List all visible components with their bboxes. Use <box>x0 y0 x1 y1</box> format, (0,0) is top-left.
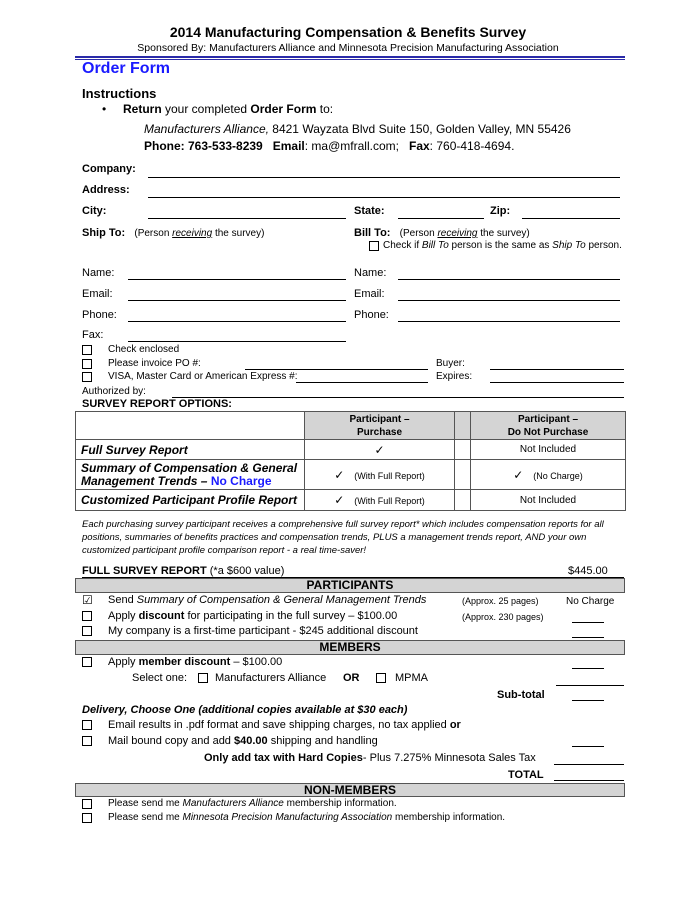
email-results-checkbox[interactable] <box>82 720 92 730</box>
sponsor-line: Sponsored By: Manufacturers Alliance and Minnesota Precision Manufacturing Association <box>137 42 559 54</box>
same-as-ship-label: Check if Bill To person is the same as Ship To person. <box>383 240 622 251</box>
options-blank-header <box>76 412 305 440</box>
ma-label: Manufacturers Alliance <box>215 672 327 684</box>
tax-amount-field[interactable] <box>554 764 624 765</box>
col-nopurchase-header: Participant – Do Not Purchase <box>471 412 626 440</box>
options-note: Each purchasing survey participant receives a comprehensive full survey report* which includes compensation reports for all positions, summaries of benefits practices and compensation trends, PLUS a management trends report, AND your own customized participant profile comparison report - a real time-saver! <box>82 519 604 556</box>
subtotal-field[interactable] <box>572 700 604 701</box>
check-enclosed-label: Check enclosed <box>108 344 180 355</box>
address-rest: 8421 Wayzata Blvd Suite 150, Golden Valley, MN 55426 <box>268 122 571 136</box>
fax-value: : 760-418-4694. <box>429 139 515 153</box>
address-org: Manufacturers Alliance, <box>144 122 269 136</box>
fax-field[interactable] <box>128 341 346 342</box>
tax-line: Only add tax with Hard Copies- Plus 7.275% Minnesota Sales Tax <box>204 752 536 764</box>
col-spacer <box>455 412 471 440</box>
state-label: State: <box>354 205 385 217</box>
card-number-field[interactable] <box>296 382 428 383</box>
mpma-info-line: Please send me Minnesota Precision Manufacturing Association membership information. <box>108 812 506 823</box>
summary-option: Summary of Compensation & General Management Trends – No Charge <box>76 460 305 490</box>
participants-bar: PARTICIPANTS <box>75 578 625 593</box>
company-field[interactable] <box>148 177 620 178</box>
table-row <box>76 490 626 511</box>
member-subtotal-rule <box>556 685 624 686</box>
summary-checked-box[interactable]: ☑ <box>82 593 93 607</box>
spacer-cell <box>455 460 471 490</box>
order-form-bold: Order Form <box>250 102 317 116</box>
ship-to-heading <box>82 227 264 239</box>
city-label: City: <box>82 205 107 217</box>
subtotal-label: Sub-total <box>497 689 545 701</box>
invoice-label: Please invoice PO #: <box>108 358 201 369</box>
expires-field[interactable] <box>490 382 624 383</box>
authorized-field[interactable] <box>172 397 624 398</box>
credit-card-checkbox[interactable] <box>82 372 92 382</box>
invoice-checkbox[interactable] <box>82 359 92 369</box>
total-label: TOTAL <box>508 769 544 781</box>
state-field[interactable] <box>398 218 484 219</box>
email-label: Email <box>272 139 305 153</box>
ship-to-note: (Person receiving the survey) <box>134 228 265 239</box>
first-time-checkbox[interactable] <box>82 626 92 636</box>
ship-to-label: Ship To: <box>82 227 126 239</box>
profile-purchase: ✓ (With Full Report) <box>305 490 455 511</box>
table-row <box>76 440 626 460</box>
bill-name-field[interactable] <box>398 279 620 280</box>
mail-copy-checkbox[interactable] <box>82 736 92 746</box>
authorized-label: Authorized by: <box>82 386 146 397</box>
instructions-heading: Instructions <box>82 86 157 101</box>
email-value: : ma@mfrall.com; <box>304 139 399 153</box>
select-one-label: Select one: <box>132 672 188 684</box>
bill-phone-label: Phone: <box>354 309 389 321</box>
return-instruction <box>123 102 333 116</box>
city-field[interactable] <box>148 218 346 219</box>
expires-label: Expires: <box>436 371 473 382</box>
order-form-title: Order Form <box>82 60 171 77</box>
contact-line <box>144 139 514 153</box>
or-label: OR <box>343 672 360 684</box>
send-summary-line: Send Summary of Compensation & General Management Trends <box>108 594 427 606</box>
full-report-purchase-check: ✓ <box>305 440 455 460</box>
col-purchase-header: Participant – Purchase <box>305 412 455 440</box>
summary-nopurchase: ✓ (No Charge) <box>471 460 626 490</box>
bill-phone-field[interactable] <box>398 321 620 322</box>
participant-discount-line: Apply discount for participating in the full survey – $100.00 <box>108 610 398 622</box>
ship-phone-label: Phone: <box>82 309 117 321</box>
ma-info-line: Please send me Manufacturers Alliance membership information. <box>108 798 397 809</box>
nonmembers-bar: NON-MEMBERS <box>75 783 625 797</box>
return-bold: Return <box>123 102 162 116</box>
bill-email-field[interactable] <box>398 300 620 301</box>
ma-info-checkbox[interactable] <box>82 799 92 809</box>
no-charge-label: No Charge <box>566 596 615 607</box>
buyer-label: Buyer: <box>436 358 465 369</box>
buyer-field[interactable] <box>490 369 624 370</box>
phone-contact: Phone: 763-533-8239 <box>144 139 263 153</box>
ship-name-field[interactable] <box>128 279 346 280</box>
return-text: your completed <box>161 102 251 116</box>
full-report-line: FULL SURVEY REPORT (*a $600 value) <box>82 565 285 577</box>
approx-25: (Approx. 25 pages) <box>462 596 539 606</box>
full-report-option: Full Survey Report <box>76 440 305 460</box>
mpma-checkbox[interactable] <box>376 673 386 683</box>
full-report-price: $445.00 <box>568 565 608 577</box>
discount-amount-field[interactable] <box>572 622 604 623</box>
member-discount-checkbox[interactable] <box>82 657 92 667</box>
spacer-cell <box>455 440 471 460</box>
spacer-cell <box>455 490 471 511</box>
bill-to-label: Bill To: <box>354 227 391 239</box>
email-results-line: Email results in .pdf format and save shipping charges, no tax applied or <box>108 719 461 731</box>
table-row <box>76 460 626 490</box>
shipping-amount-field[interactable] <box>572 746 604 747</box>
full-report-nopurchase: Not Included <box>471 440 626 460</box>
bullet: • <box>102 102 107 116</box>
approx-230: (Approx. 230 pages) <box>462 612 544 622</box>
member-discount-amount[interactable] <box>572 668 604 669</box>
address-label: Address: <box>82 184 130 196</box>
credit-card-label: VISA, Master Card or American Express #: <box>108 371 298 382</box>
same-as-ship-checkbox[interactable] <box>369 241 379 251</box>
mpma-info-checkbox[interactable] <box>82 813 92 823</box>
mail-address <box>144 122 571 136</box>
profile-nopurchase: Not Included <box>471 490 626 511</box>
ship-name-label: Name: <box>82 267 115 279</box>
options-header-row <box>76 412 626 440</box>
first-time-line: My company is a first-time participant - $245 additional discount <box>108 625 418 637</box>
ship-phone-field[interactable] <box>128 321 346 322</box>
document-title: 2014 Manufacturing Compensation & Benefits Survey <box>169 24 527 40</box>
bill-name-label: Name: <box>354 267 387 279</box>
bill-to-heading <box>354 227 530 239</box>
check-enclosed-checkbox[interactable] <box>82 345 92 355</box>
company-label: Company: <box>82 163 136 175</box>
member-discount-line: Apply member discount – $100.00 <box>108 656 283 668</box>
first-time-amount-field[interactable] <box>572 637 604 638</box>
ma-checkbox[interactable] <box>198 673 208 683</box>
ship-email-field[interactable] <box>128 300 346 301</box>
to-text: to: <box>316 102 334 116</box>
mail-copy-line: Mail bound copy and add $40.00 shipping and handling <box>108 735 378 747</box>
members-bar: MEMBERS <box>75 640 625 655</box>
zip-field[interactable] <box>522 218 620 219</box>
profile-option: Customized Participant Profile Report <box>76 490 305 511</box>
delivery-heading: Delivery, Choose One (additional copies available at $30 each) <box>82 704 408 716</box>
participant-discount-checkbox[interactable] <box>82 611 92 621</box>
po-field[interactable] <box>245 369 428 370</box>
fax-label: Fax <box>408 139 430 153</box>
fax-label-field: Fax: <box>82 329 104 341</box>
options-table <box>75 411 626 511</box>
total-field[interactable] <box>554 780 624 781</box>
zip-label: Zip: <box>490 205 511 217</box>
options-heading: SURVEY REPORT OPTIONS: <box>82 398 232 410</box>
ship-email-label: Email: <box>82 288 113 300</box>
bill-email-label: Email: <box>354 288 385 300</box>
address-field[interactable] <box>148 197 620 198</box>
bill-to-note: (Person receiving the survey) <box>399 228 530 239</box>
summary-purchase: ✓ (With Full Report) <box>305 460 455 490</box>
mpma-label: MPMA <box>395 672 428 684</box>
